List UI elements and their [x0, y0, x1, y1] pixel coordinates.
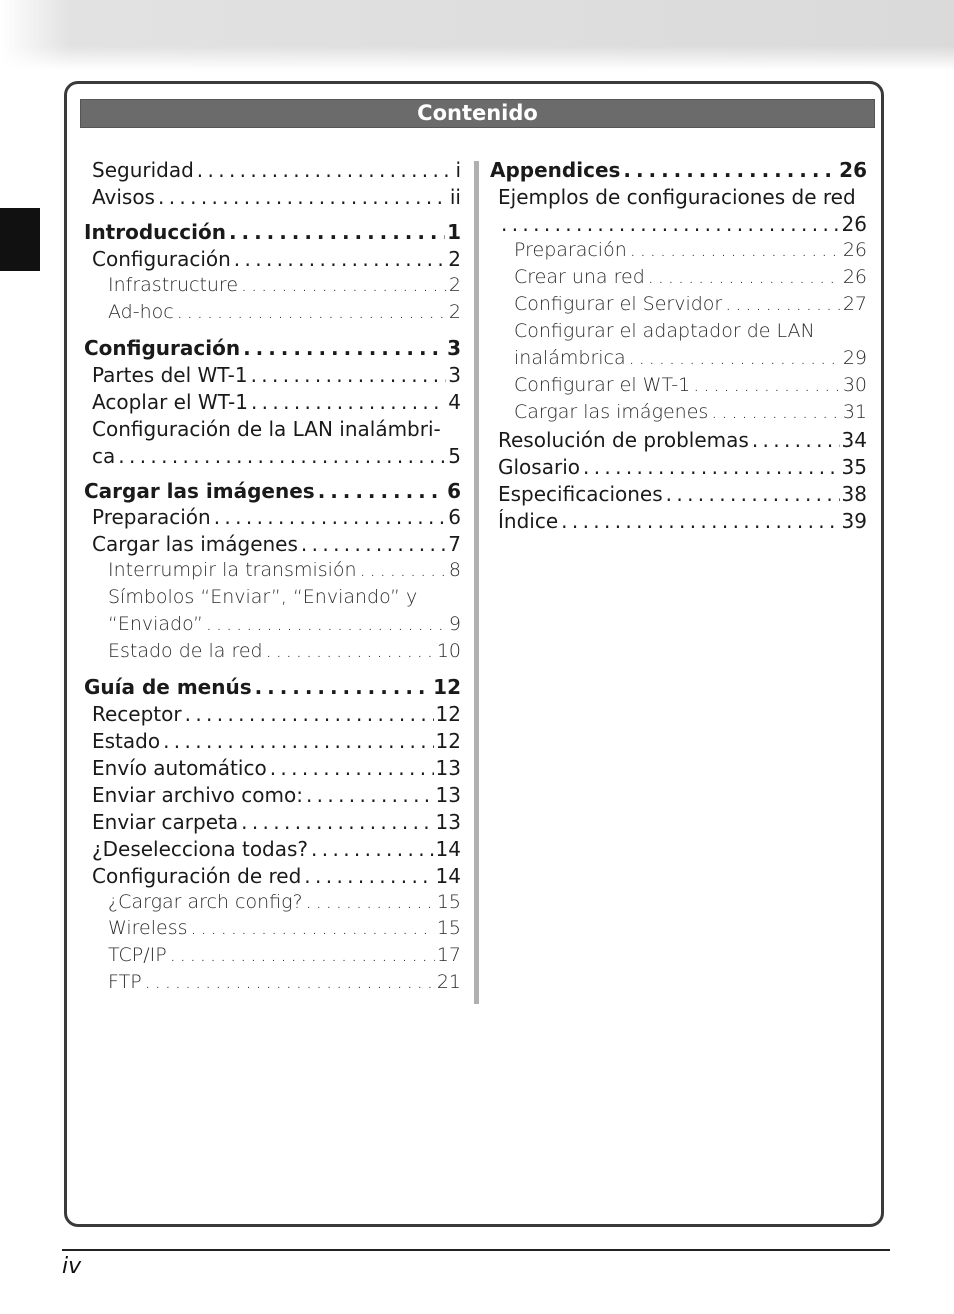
toc-entry-resolucion[interactable]: Resolución de problemas . . . 34 — [498, 428, 867, 455]
toc-entry-cargar-imagenes[interactable]: Cargar las imágenes . . . 7 — [92, 532, 461, 559]
section-thumb-tab — [0, 208, 40, 271]
toc-entry-wireless[interactable]: Wireless . . . 15 — [108, 917, 461, 944]
toc-entry-conf-adaptador-line1[interactable]: Configurar el adaptador de LAN — [514, 320, 815, 342]
column-divider — [474, 161, 479, 1004]
contents-title: Contenido — [417, 101, 538, 125]
toc-entry-configuracion[interactable]: Configuración . . . 3 — [84, 336, 461, 363]
toc-entry-glosario[interactable]: Glosario . . . 35 — [498, 455, 867, 482]
toc-entry-acoplar[interactable]: Acoplar el WT-1 . . . 4 — [92, 390, 461, 417]
toc-entry-especificaciones[interactable]: Especificaciones . . . 38 — [498, 482, 867, 509]
toc-entry-infrastructure[interactable]: Infrastructure . . . 2 — [108, 274, 461, 301]
toc-entry-simbolos-line1[interactable]: Símbolos “Enviar”, “Enviando” y — [108, 586, 418, 608]
toc-entry-cargar-imagenes-app[interactable]: Cargar las imágenes . . . 31 — [514, 401, 867, 428]
toc-entry-indice[interactable]: Índice . . . 39 — [498, 509, 867, 536]
toc-entry-interrumpir[interactable]: Interrumpir la transmisión . . . 8 — [108, 559, 461, 586]
toc-entry-cargar-config[interactable]: ¿Cargar arch config? . . . 15 — [108, 891, 461, 918]
toc-entry-guia-menus[interactable]: Guía de menús . . . 12 — [84, 675, 461, 702]
top-page-shading — [0, 0, 954, 70]
toc-entry-simbolos[interactable]: “Enviado” . . . 9 — [108, 613, 461, 640]
toc-entry-introduccion[interactable]: Introducción . . . 1 — [84, 220, 461, 247]
toc-entry-deselecciona[interactable]: ¿Deselecciona todas? . . . 14 — [92, 837, 461, 864]
toc-entry-avisos[interactable]: Avisos . . . ii — [92, 185, 461, 212]
toc-entry-conf-red[interactable]: Configuración de red . . . 14 — [92, 864, 461, 891]
toc-entry-tcpip[interactable]: TCP/IP . . . 17 — [108, 944, 461, 971]
toc-entry-ftp[interactable]: FTP . . . 21 — [108, 971, 461, 998]
toc-entry-preparacion-app[interactable]: Preparación . . . 26 — [514, 239, 867, 266]
toc-entry-ejemplos[interactable]: . . . 26 — [498, 212, 867, 239]
toc-entry-appendices[interactable]: Appendices . . . 26 — [490, 158, 867, 185]
toc-entry-crear-red[interactable]: Crear una red . . . 26 — [514, 266, 867, 293]
toc-entry-enviar-archivo[interactable]: Enviar archivo como: . . . 13 — [92, 783, 461, 810]
toc-entry-receptor[interactable]: Receptor . . . 12 — [92, 702, 461, 729]
toc-entry-partes[interactable]: Partes del WT-1 . . . 3 — [92, 363, 461, 390]
toc-entry-configuracion-intro[interactable]: Configuración . . . 2 — [92, 247, 461, 274]
toc-entry-conf-servidor[interactable]: Configurar el Servidor . . . 27 — [514, 293, 867, 320]
toc-entry-envio-automatico[interactable]: Envío automático . . . 13 — [92, 756, 461, 783]
page-number: iv — [62, 1254, 82, 1279]
toc-entry-preparacion[interactable]: Preparación . . . 6 — [92, 505, 461, 532]
toc-entry-conf-lan[interactable]: ca . . . 5 — [92, 444, 461, 471]
toc-entry-seguridad[interactable]: Seguridad . . . i — [92, 158, 461, 185]
toc-entry-estado[interactable]: Estado . . . 12 — [92, 729, 461, 756]
toc-entry-ejemplos-line1[interactable]: Ejemplos de configuraciones de red — [498, 185, 856, 209]
toc-entry-estado-red[interactable]: Estado de la red . . . 10 — [108, 640, 461, 667]
footer-rule — [62, 1249, 890, 1251]
toc-entry-enviar-carpeta[interactable]: Enviar carpeta . . . 13 — [92, 810, 461, 837]
toc-entry-conf-adaptador[interactable]: inalámbrica . . . 29 — [514, 347, 867, 374]
toc-entry-cargar-imagenes-section[interactable]: Cargar las imágenes . . . 6 — [84, 479, 461, 506]
contents-header-bar — [80, 99, 875, 128]
toc-entry-conf-lan-line1[interactable]: Configuración de la LAN inalámbri- — [92, 417, 441, 441]
toc-entry-adhoc[interactable]: Ad-hoc . . . 2 — [108, 301, 461, 328]
toc-entry-conf-wt1[interactable]: Configurar el WT-1 . . . 30 — [514, 374, 867, 401]
